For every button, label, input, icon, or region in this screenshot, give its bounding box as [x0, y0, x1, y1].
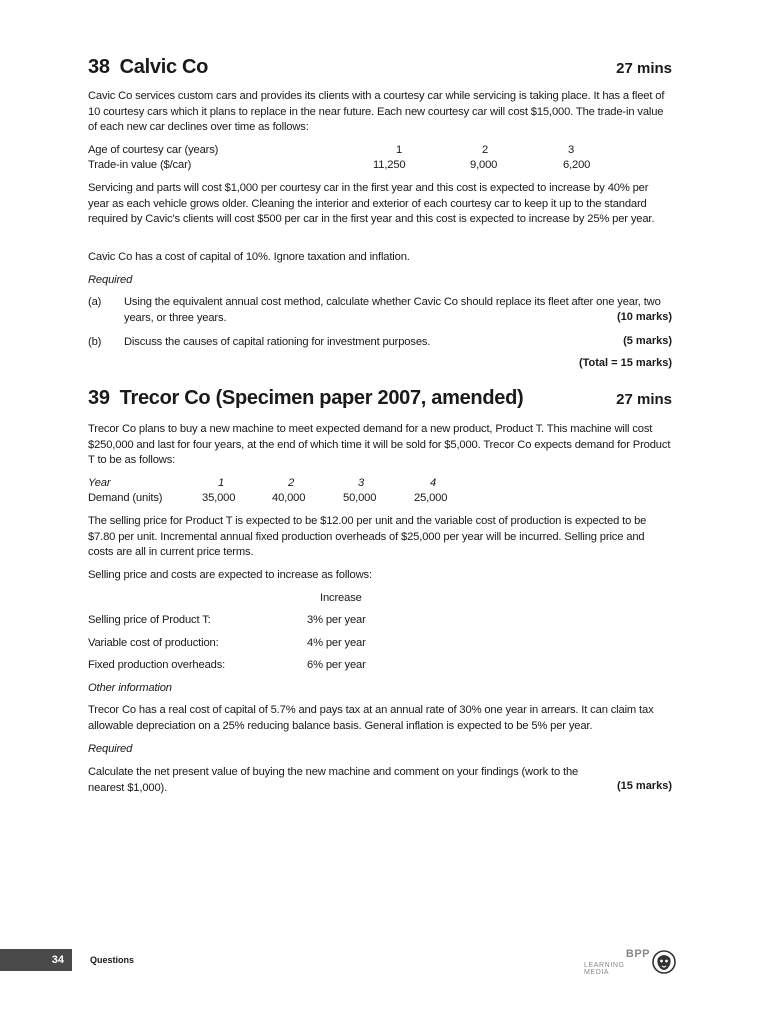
q39-year-1: 1 [218, 477, 225, 489]
q39-intro: Trecor Co plans to buy a new machine to meet expected demand for a new product, Product T. This machine will cost $250,000 and last for four years, at the end of which time it will be sold for $5,000. Trecor Co expects demand for Product T to be as follows: [88, 423, 671, 466]
q38-part-b-label: (b) [88, 336, 102, 348]
q39-year-2: 2 [288, 477, 295, 489]
q38-number: 38 [88, 56, 110, 78]
q38-part-a-label: (a) [88, 296, 102, 308]
page-number-tab [0, 949, 72, 971]
q38-age-label: Age of courtesy car (years) [88, 144, 219, 156]
q39-para5: Calculate the net present value of buying the new machine and comment on your findings (work to the nearest $1,000). [88, 766, 579, 794]
q38-total: (Total = 15 marks) [578, 357, 672, 369]
q39-demand-label: Demand (units) [88, 492, 163, 504]
section-label: Questions [90, 955, 135, 965]
q39-increase-label-3: Fixed production overheads: [88, 659, 226, 671]
logo-brand: BPP [625, 948, 650, 960]
q39-increase-value-3: 6% per year [307, 659, 366, 671]
q38-tradein-1: 11,250 [373, 159, 406, 171]
q38-part-b-marks: (5 marks) [623, 335, 672, 347]
q38-tradein-label: Trade-in value ($/car) [88, 159, 192, 171]
q39-required: Required [88, 743, 133, 755]
q38-heading [88, 56, 672, 79]
q39-marks: (15 marks) [616, 780, 672, 792]
q38-required: Required [88, 274, 133, 286]
q39-demand-2: 40,000 [272, 492, 306, 504]
q39-demand-4: 25,000 [414, 492, 448, 504]
q39-year-3: 3 [358, 477, 365, 489]
q39-heading [88, 387, 672, 410]
q38-title: Calvic Co [119, 56, 209, 78]
q39-para4: Trecor Co has a real cost of capital of 5.7% and pays tax at an annual rate of 30% one year in arrears. It can claim tax allowable depreciation on a 25% reducing balance basis. General inflation is expected to be 5% per year. [88, 704, 654, 732]
q39-increase-value-2: 4% per year [307, 637, 366, 649]
q38-intro: Cavic Co services custom cars and provides its clients with a courtesy car while servicing is taking place. It has a fleet of 10 courtesy cars which it plans to replace in the near future. Each new courtesy car will cost $15,000. The trade-in value of each new car declines over time as follows: [88, 90, 665, 133]
q38-part-b-text: Discuss the causes of capital rationing for investment purposes. [124, 336, 431, 348]
q38-age-1: 1 [396, 144, 403, 156]
q39-para2: The selling price for Product T is expected to be $12.00 per unit and the variable cost of production is expected to be $7.80 per unit. Incremental annual fixed production overheads of $25,000 per year will be incurred. Selling price and costs are all in current price terms. [88, 515, 647, 558]
lion-icon [652, 949, 676, 975]
q39-year-label: Year [88, 477, 111, 489]
q39-increase-label-1: Selling price of Product T: [88, 614, 211, 626]
bpp-logo [584, 946, 680, 976]
logo-sub: LEARNING MEDIA [584, 962, 625, 976]
q38-para2: Servicing and parts will cost $1,000 per courtesy car in the first year and this cost is expected to increase by 40% per year as each vehicle grows older. Cleaning the interior and exterior of each courtesy car to keep it up to the standard required by Cavic's clients will cost $500 per car in the first year and this cost is expected to increase by 25% per year. [88, 182, 655, 225]
q39-para3: Selling price and costs are expected to increase as follows: [88, 569, 372, 581]
q39-other-info: Other information [88, 682, 172, 694]
q39-demand-1: 35,000 [202, 492, 236, 504]
q38-age-2: 2 [482, 144, 489, 156]
q39-increase-label-2: Variable cost of production: [88, 637, 219, 649]
q39-time: 27 mins [616, 391, 672, 408]
q39-demand-3: 50,000 [343, 492, 377, 504]
q38-tradein-2: 9,000 [470, 159, 498, 171]
q39-title: Trecor Co (Specimen paper 2007, amended) [119, 387, 524, 409]
q38-tradein-3: 6,200 [563, 159, 591, 171]
q38-time: 27 mins [616, 60, 672, 77]
q39-year-4: 4 [430, 477, 437, 489]
q39-increase-header: Increase [320, 592, 362, 604]
q38-part-a-marks: (10 marks) [616, 311, 672, 323]
q38-para3: Cavic Co has a cost of capital of 10%. Ignore taxation and inflation. [88, 251, 410, 263]
q39-number: 39 [88, 387, 110, 409]
page-number: 34 [51, 954, 64, 966]
q39-increase-value-1: 3% per year [307, 614, 366, 626]
q38-age-3: 3 [568, 144, 575, 156]
q38-part-a-text: Using the equivalent annual cost method, calculate whether Cavic Co should replace its fleet after one year, two years, or three years. [124, 296, 661, 324]
